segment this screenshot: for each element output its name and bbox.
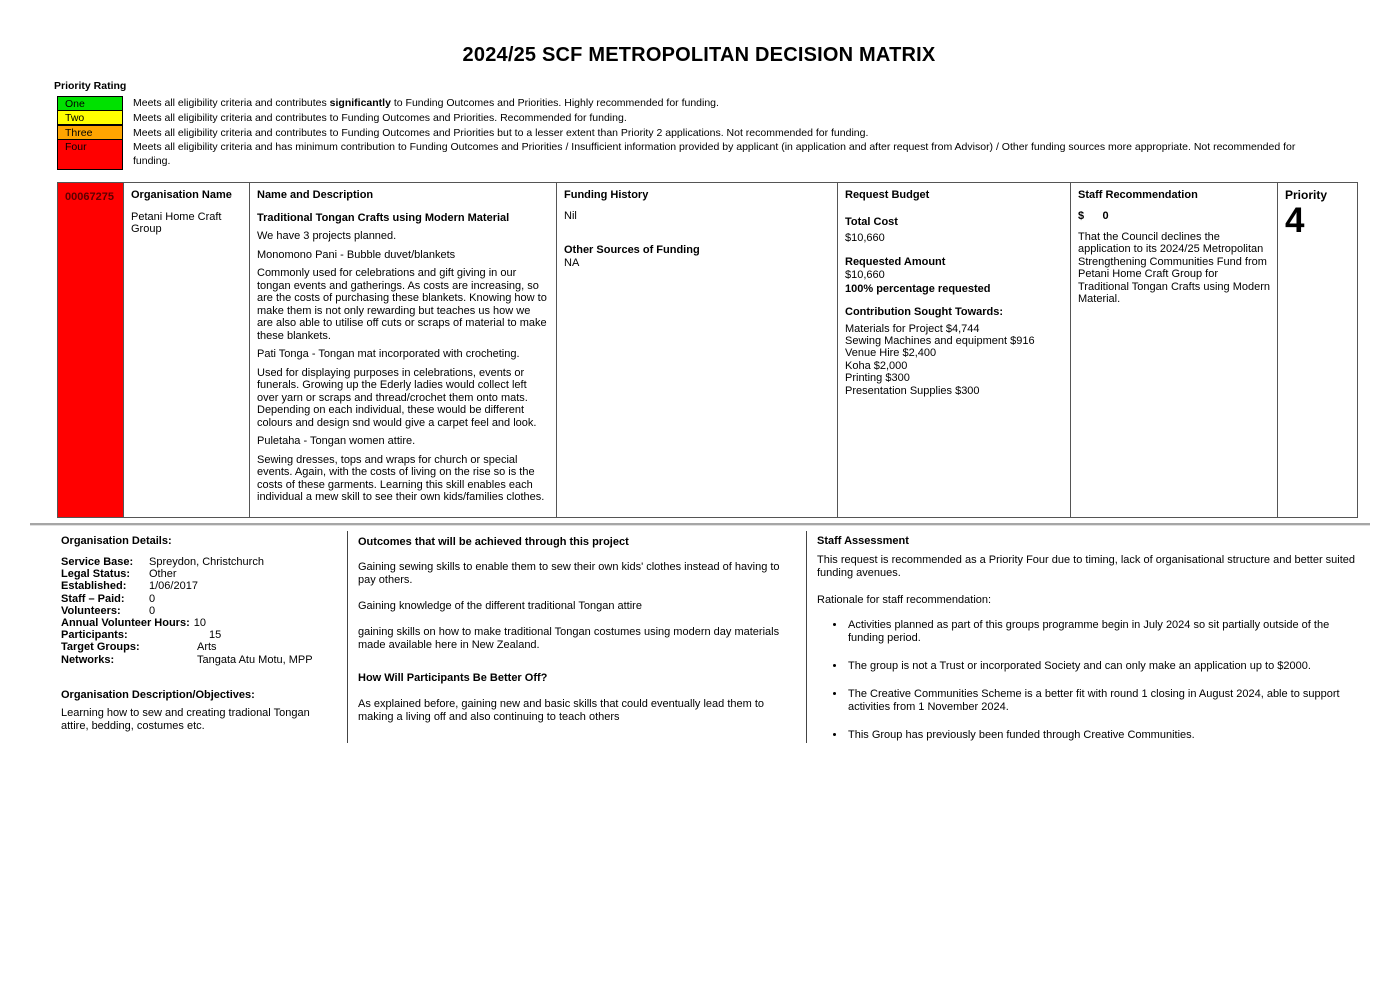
detail-row-legal-status — [61, 568, 337, 580]
organisation-details-rows — [61, 556, 337, 666]
better-off-heading: How Will Participants Be Better Off? — [358, 672, 548, 684]
rationale-bullet: • Activities planned as part of this groups programme begin in July 2024 so sit partially outside of the funding period. — [846, 619, 1357, 645]
percentage-requested: 100% percentage requested — [845, 282, 991, 295]
legend-desc-one — [123, 96, 1333, 111]
detail-label: Established: — [61, 580, 127, 593]
request-budget-cell — [838, 183, 1071, 517]
description-paragraph: Monomono Pani - Bubble duvet/blankets — [257, 248, 456, 261]
priority-rating-heading: Priority Rating — [54, 80, 127, 92]
rationale-bullet: • The group is not a Trust or incorporated Society and can only make an application up to $2000. — [846, 660, 1357, 673]
legend-desc-text: to Funding Outcomes and Priorities. Highly recommended for funding. — [390, 97, 719, 109]
detail-label: Staff – Paid: — [61, 592, 125, 605]
other-sources-header: Other Sources of Funding — [564, 244, 700, 256]
contribution-item: Venue Hire $2,400 — [845, 347, 937, 360]
objectives-text: Learning how to sew and creating tradional Tongan attire, bedding, costumes etc. — [61, 706, 310, 732]
legend-row-four — [57, 140, 1357, 170]
staff-assessment-heading: Staff Assessment — [817, 535, 909, 547]
detail-row-staff-paid — [61, 593, 337, 605]
organisation-details-heading: Organisation Details: — [61, 535, 172, 547]
outcome-paragraph: Gaining knowledge of the different traditional Tongan attire — [358, 600, 642, 612]
detail-value: 0 — [149, 592, 156, 605]
organisation-name: Petani Home Craft Group — [131, 210, 222, 235]
rationale-label: Rationale for staff recommendation: — [817, 594, 992, 606]
contribution-item: Sewing Machines and equipment $916 — [845, 334, 1035, 347]
funding-history-header: Funding History — [564, 189, 649, 201]
name-description-header: Name and Description — [257, 189, 374, 201]
description-paragraph: Sewing dresses, tops and wraps for church or special events. Again, with the costs of living on the rise so is the costs of these garments. Learning this skill enables each individual a mew skill to see their own kids/families clothes. — [257, 453, 545, 503]
description-paragraph: Puletaha - Tongan women attire. — [257, 435, 416, 447]
description-paragraph: Commonly used for celebrations and gift giving in our tongan events and gatherings. As costs are increasing, so are the costs of purchasing these blankets. Knowing how to make them is not only rewarding but teaches us how we are also able to utilise off cuts or scraps of material to make these blankets. — [257, 267, 547, 342]
recommendation-text: That the Council declines the application to its 2024/25 Metropolitan Strengthening Communities Fund from Petani Home Craft Group for Traditional Tongan Crafts using Modern Material. — [1078, 231, 1270, 306]
outcomes-heading: Outcomes that will be achieved through this project — [358, 536, 629, 548]
contribution-items — [845, 323, 1063, 397]
detail-value: Other — [149, 568, 177, 581]
contribution-item: Materials for Project $4,744 — [845, 322, 980, 335]
detail-value: 15 — [209, 629, 222, 642]
detail-row-networks — [61, 654, 337, 666]
description-paragraph: We have 3 projects planned. — [257, 230, 397, 242]
detail-label: Legal Status: — [61, 568, 131, 581]
detail-value: Spreydon, Christchurch — [149, 556, 264, 568]
detail-label: Target Groups: — [61, 641, 140, 654]
legend-desc-bold: significantly — [329, 97, 391, 109]
priority-value: 4 — [1285, 200, 1305, 240]
detail-row-target-groups — [61, 641, 337, 653]
contribution-item: Koha $2,000 — [845, 359, 908, 372]
detail-section — [57, 531, 1375, 743]
organisation-name-cell — [124, 183, 250, 517]
contribution-item: Presentation Supplies $300 — [845, 384, 980, 397]
legend-row-one — [57, 96, 1357, 111]
detail-row-volunteer-hours — [61, 617, 337, 629]
rationale-bullet: • This Group has previously been funded through Creative Communities. — [846, 729, 1357, 742]
detail-row-volunteers — [61, 605, 337, 617]
contribution-label: Contribution Sought Towards: — [845, 306, 1004, 318]
project-description — [257, 230, 549, 504]
section-divider — [30, 523, 1370, 526]
application-id: 00067275 — [65, 191, 114, 203]
better-off-text: As explained before, gaining new and basic skills that could eventually lead them to making a living off and also continuing to teach others — [358, 698, 765, 723]
detail-row-participants — [61, 629, 337, 641]
funding-history-value: Nil — [564, 209, 577, 222]
staff-recommendation-cell — [1071, 183, 1278, 517]
organisation-details-column — [57, 531, 347, 743]
objectives-heading: Organisation Description/Objectives: — [61, 688, 255, 701]
legend-desc-four: Meets all eligibility criteria and has minimum contribution to Funding Outcomes and Priorities / Insufficient information provided by applicant (in application and after request from Advisor) / Other funding sources more appropriate. Not recommended for funding. — [133, 141, 1296, 167]
rationale-bullet: • The Creative Communities Scheme is a better fit with round 1 closing in August 2024, able to support activities from 1 November 2024. — [846, 688, 1357, 714]
detail-label: Volunteers: — [61, 604, 121, 617]
detail-value: 0 — [149, 604, 156, 617]
description-paragraph: Used for displaying purposes in celebrations, events or funerals. Growing up the Ederly ladies would collect left over yarn or scraps and thread/crochet them onto mats. Depending on each individual, these would be different colours and design snd would give a carpet feel and look. — [257, 366, 537, 429]
contribution-item: Printing $300 — [845, 372, 910, 385]
legend-row-three — [57, 126, 1357, 141]
staff-recommendation-header: Staff Recommendation — [1078, 189, 1198, 201]
page-title: 2024/25 SCF METROPOLITAN DECISION MATRIX — [462, 44, 936, 66]
organisation-name-header: Organisation Name — [131, 189, 232, 201]
recommended-amount: $ 0 — [1078, 209, 1109, 222]
priority-cell — [1278, 183, 1357, 517]
application-id-cell — [58, 183, 124, 517]
detail-row-established — [61, 580, 337, 592]
priority-rating-legend — [57, 96, 1357, 170]
detail-value: 1/06/2017 — [149, 580, 198, 593]
outcome-paragraph: Gaining sewing skills to enable them to sew their own kids' clothes instead of having to pay others. — [358, 561, 780, 586]
legend-desc-two: Meets all eligibility criteria and contributes to Funding Outcomes and Priorities. Recommended for funding. — [133, 112, 627, 124]
funding-history-cell — [557, 183, 838, 517]
outcomes-paragraphs — [358, 561, 792, 652]
legend-swatch-three: Three — [57, 125, 123, 140]
total-cost-label: Total Cost — [845, 215, 898, 228]
legend-swatch-one: One — [57, 96, 123, 111]
detail-value: Arts — [197, 641, 217, 654]
priority-header: Priority — [1285, 188, 1328, 202]
detail-label: Annual Volunteer Hours: — [61, 617, 190, 630]
detail-label: Networks: — [61, 653, 115, 666]
outcome-paragraph: gaining skills on how to make traditional Tongan costumes using modern day materials made available here in New Zealand. — [358, 626, 780, 651]
detail-row-service-base — [61, 556, 337, 568]
staff-assessment-intro: This request is recommended as a Priority Four due to timing, lack of organisational structure and better suited funding avenues. — [817, 554, 1356, 579]
legend-desc-three: Meets all eligibility criteria and contributes to Funding Outcomes and Priorities but to a lesser extent than Priority 2 applications. Not recommended for funding. — [133, 126, 869, 139]
outcomes-column — [347, 531, 806, 743]
detail-value: Tangata Atu Motu, MPP — [197, 653, 313, 666]
legend-desc-text: Meets all eligibility criteria and contributes — [133, 97, 330, 109]
detail-label: Service Base: — [61, 556, 134, 568]
detail-label: Participants: — [61, 629, 128, 642]
total-cost-value: $10,660 — [845, 232, 885, 244]
detail-value: 10 — [193, 617, 206, 630]
requested-amount-value: $10,660 — [845, 269, 885, 281]
staff-assessment-column — [806, 531, 1375, 743]
request-budget-header: Request Budget — [845, 189, 930, 201]
decision-matrix-table — [57, 182, 1358, 518]
project-title: Traditional Tongan Crafts using Modern Material — [257, 211, 510, 224]
legend-swatch-two: Two — [57, 110, 123, 125]
description-paragraph: Pati Tonga - Tongan mat incorporated with crocheting. — [257, 348, 520, 360]
legend-row-two — [57, 111, 1357, 126]
requested-amount-label: Requested Amount — [845, 255, 946, 268]
legend-swatch-four: Four — [57, 139, 123, 170]
name-description-cell — [250, 183, 557, 517]
other-sources-value: NA — [564, 256, 580, 269]
rationale-bullets — [817, 619, 1357, 742]
